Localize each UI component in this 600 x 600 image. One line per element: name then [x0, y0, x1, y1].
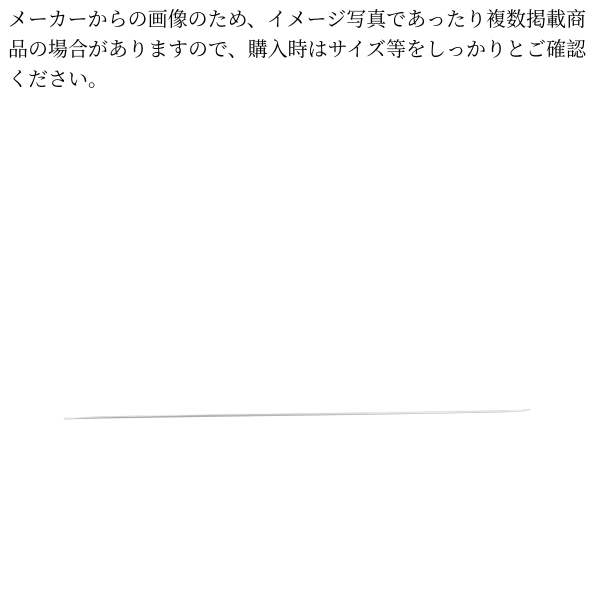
- disclaimer-text: メーカーからの画像のため、イメージ写真であったり複数掲載商品の場合がありますので、購入時はサイズ等をしっかりとご確認ください。: [8, 7, 586, 91]
- skewer-shape-icon: [62, 406, 532, 424]
- skewer-product-image: [62, 406, 532, 424]
- product-photo-area: [0, 90, 600, 560]
